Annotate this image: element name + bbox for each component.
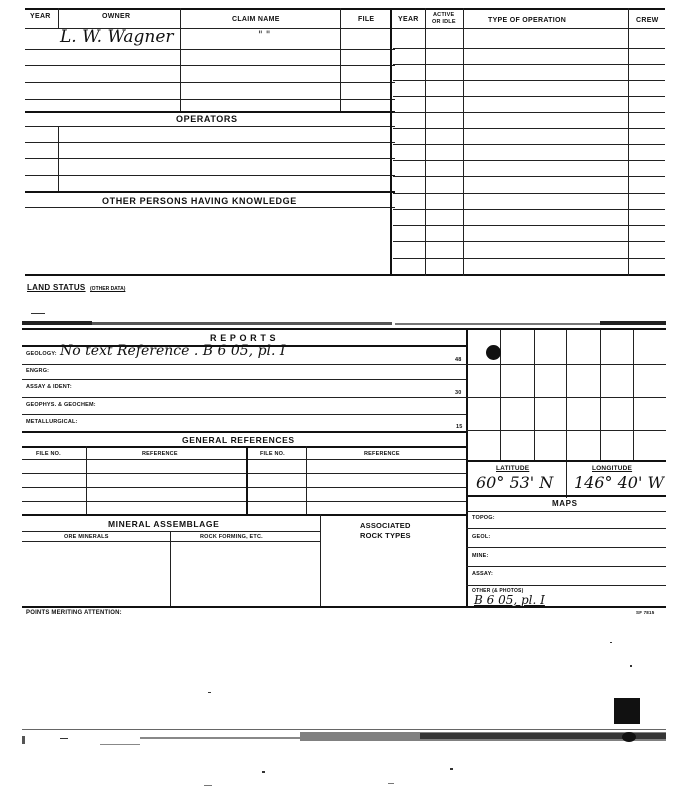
owner-entry: L. W. Wagner — [60, 27, 174, 47]
rock-forming-header: ROCK FORMING, ETC. — [200, 534, 263, 540]
latitude-value: 60° 53' N — [476, 473, 554, 492]
header-crew: CREW — [636, 17, 659, 24]
mineral-assemblage-title: MINERAL ASSEMBLAGE — [108, 519, 220, 529]
reports-title: R E P O R T S — [210, 333, 277, 343]
maps-title: MAPS — [552, 499, 578, 508]
associated-rock-label-2: ROCK TYPES — [360, 531, 411, 540]
other-persons-label: OTHER PERSONS HAVING KNOWLEDGE — [102, 196, 297, 206]
ref-header-file-no-2: FILE NO. — [260, 451, 285, 457]
associated-rock-label-1: ASSOCIATED — [360, 521, 411, 530]
map-geol-label: GEOL: — [472, 534, 491, 540]
land-status-heading — [27, 277, 125, 295]
geophys-label: GEOPHYS. & GEOCHEM: — [26, 402, 96, 408]
engrg-number: 48 — [455, 357, 462, 363]
operators-label: OPERATORS — [176, 114, 238, 124]
header-or-idle: OR IDLE — [432, 19, 456, 25]
ref-header-file-no-1: FILE NO. — [36, 451, 61, 457]
assay-label: ASSAY & IDENT: — [26, 384, 72, 390]
ref-header-reference-2: REFERENCE — [364, 451, 400, 457]
map-other-entry: B 6 05, pl. I — [474, 593, 545, 607]
engrg-label: ENGRG: — [26, 368, 50, 374]
metallurgical-label: METALLURGICAL: — [26, 419, 78, 425]
geology-label: GEOLOGY: — [26, 351, 57, 357]
geophys-number: 30 — [455, 390, 462, 396]
header-owner: OWNER — [102, 13, 131, 20]
header-year-right: YEAR — [398, 16, 419, 23]
map-topog-label: TOPOG: — [472, 515, 495, 521]
header-year: YEAR — [30, 13, 51, 20]
map-assay-label: ASSAY: — [472, 571, 494, 577]
header-file: FILE — [358, 16, 375, 23]
longitude-value: 146° 40' W — [574, 473, 664, 492]
header-claim-name: CLAIM NAME — [232, 16, 280, 23]
map-other-label: OTHER (& PHOTOS) — [472, 588, 524, 594]
geology-entry: No text Reference . B 6 05, pl. I — [60, 343, 286, 359]
punch-hole-icon — [486, 345, 501, 360]
points-meriting-attention: POINTS MERITING ATTENTION: — [26, 610, 122, 616]
latitude-label: LATITUDE — [496, 465, 530, 472]
general-references-title: GENERAL REFERENCES — [182, 435, 295, 445]
claim-ditto-marks: " " — [258, 30, 271, 41]
longitude-label: LONGITUDE — [592, 465, 633, 472]
map-mine-label: MINE: — [472, 553, 489, 559]
land-status-sub: (OTHER DATA) — [90, 286, 126, 292]
metallurgical-number: 15 — [456, 424, 463, 430]
land-status-label: LAND STATUS — [27, 283, 86, 292]
ref-header-reference-1: REFERENCE — [142, 451, 178, 457]
form-code: SF 7815 — [636, 610, 655, 615]
header-active: ACTIVE — [433, 12, 455, 18]
ore-minerals-header: ORE MINERALS — [64, 534, 109, 540]
header-type-of-operation: TYPE OF OPERATION — [488, 17, 567, 24]
